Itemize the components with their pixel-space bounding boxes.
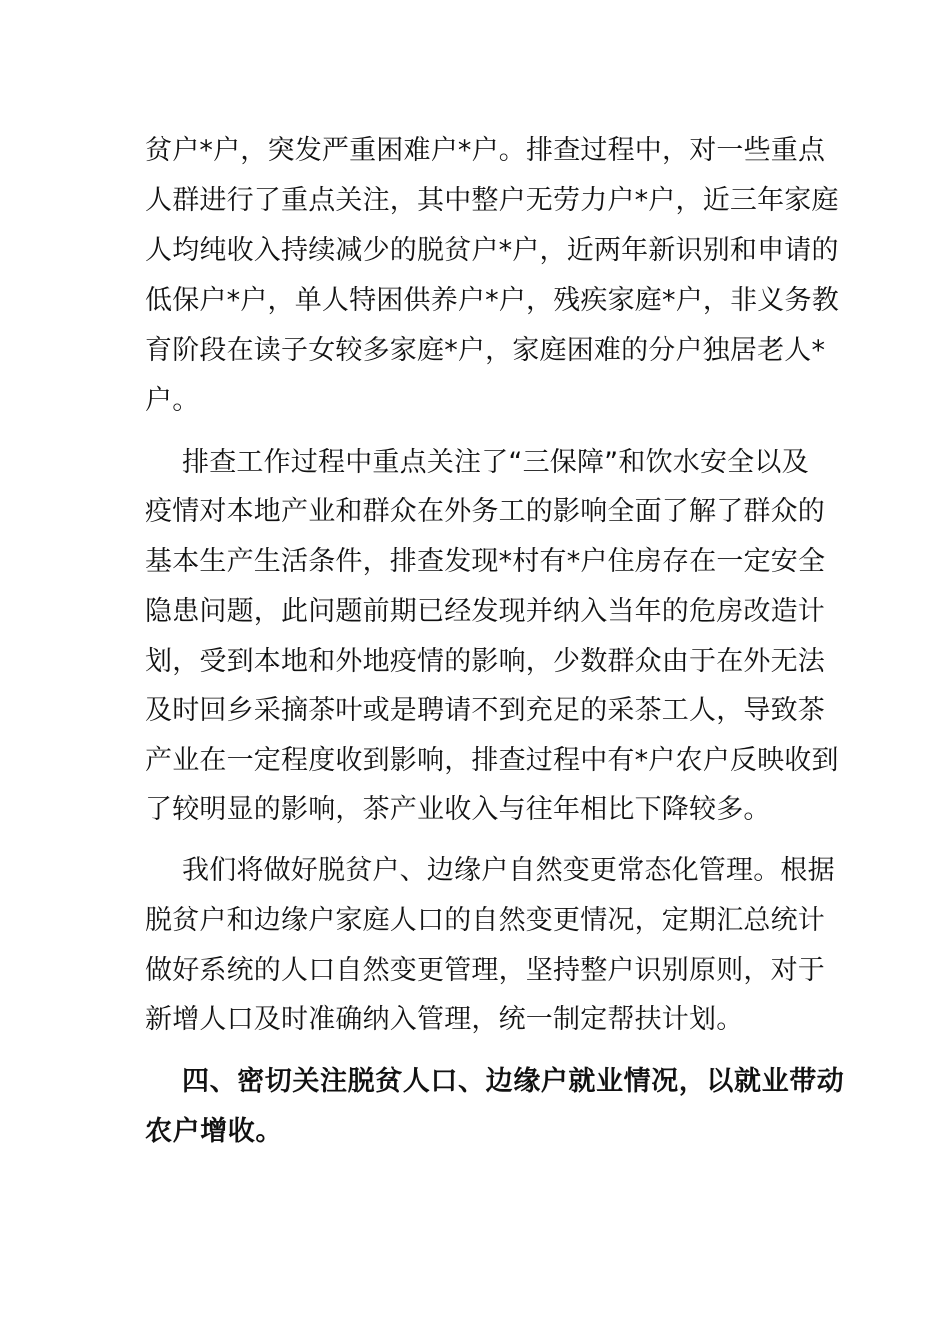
section-heading-line-1: 四、密切关注脱贫人口、边缘户就业情况，以就业带动 bbox=[182, 1066, 845, 1097]
paragraph-1-line-6: 户。 bbox=[145, 385, 200, 416]
paragraph-2-line-7: 产业在一定程度收到影响，排查过程中有*户农户反映收到 bbox=[145, 745, 839, 776]
paragraph-3-line-4: 新增人口及时准确纳入管理，统一制定帮扶计划。 bbox=[145, 1004, 744, 1035]
paragraph-2-line-8: 了较明显的影响，茶产业收入与往年相比下降较多。 bbox=[145, 794, 771, 825]
paragraph-2-line-3: 基本生产生活条件，排查发现*村有*户住房存在一定安全 bbox=[145, 546, 826, 577]
paragraph-1-line-1: 贫户*户，突发严重困难户*户。排查过程中，对一些重点 bbox=[145, 135, 826, 166]
paragraph-2-line-6: 及时回乡采摘茶叶或是聘请不到充足的采茶工人，导致茶 bbox=[145, 695, 825, 726]
paragraph-3-line-1: 我们将做好脱贫户、边缘户自然变更常态化管理。根据 bbox=[182, 855, 835, 886]
paragraph-1-line-3: 人均纯收入持续减少的脱贫户*户，近两年新识别和申请的 bbox=[145, 235, 839, 266]
paragraph-2-line-5: 划，受到本地和外地疫情的影响，少数群众由于在外无法 bbox=[145, 646, 825, 677]
paragraph-2-line-1: 排查工作过程中重点关注了“三保障”和饮水安全以及 bbox=[182, 447, 809, 478]
paragraph-3-line-3: 做好系统的人口自然变更管理，坚持整户识别原则，对于 bbox=[145, 955, 825, 986]
paragraph-3-line-2: 脱贫户和边缘户家庭人口的自然变更情况，定期汇总统计 bbox=[145, 905, 825, 936]
paragraph-2-line-2: 疫情对本地产业和群众在外务工的影响全面了解了群众的 bbox=[145, 496, 825, 527]
section-heading-line-2: 农户增收。 bbox=[145, 1116, 283, 1147]
paragraph-2-line-4: 隐患问题，此问题前期已经发现并纳入当年的危房改造计 bbox=[145, 596, 825, 627]
paragraph-1-line-4: 低保户*户，单人特困供养户*户，残疾家庭*户，非义务教 bbox=[145, 285, 839, 316]
paragraph-1-line-5: 育阶段在读子女较多家庭*户，家庭困难的分户独居老人* bbox=[145, 335, 826, 366]
paragraph-1-line-2: 人群进行了重点关注，其中整户无劳力户*户，近三年家庭 bbox=[145, 185, 839, 216]
